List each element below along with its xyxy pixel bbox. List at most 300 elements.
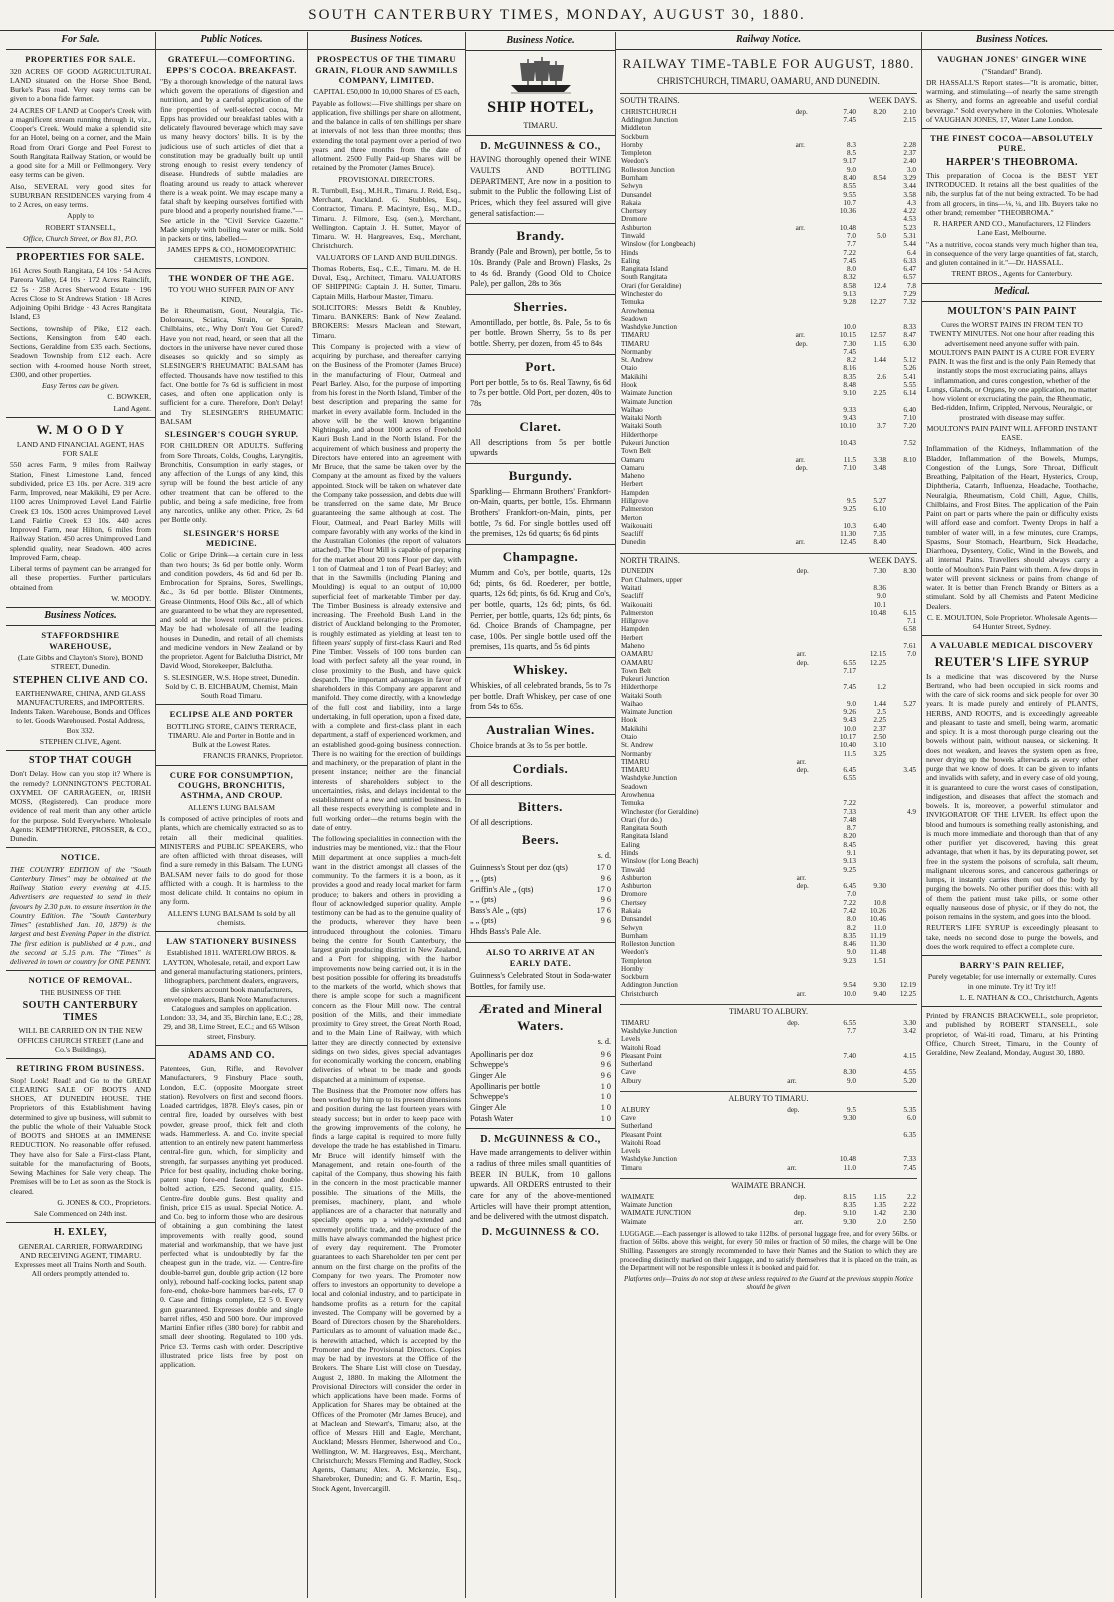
train-time: [887, 447, 917, 455]
section-text: Mumm and Co's, per bottle, quarts, 12s 6d; pints, 6s 6d. Roederer, per bottle, quarts, 12s 6d; pints, 6s 6d. Krug and Co's, per bottle, quarts, 12s 6d; pints, 6s 6d. Perrier, per bottle, quarts, 12s 6d; pints, 6s 6d. Choice Brands of Champagne, per case, 100s. Per single bottle used off the premises, 11s quarts, and 5s 6d pints: [470, 567, 611, 652]
ad-title: W. M O O D Y: [36, 421, 125, 437]
train-time: [857, 1139, 887, 1147]
train-time: 6.10: [873, 505, 886, 514]
ad-text: GENERAL CARRIER, FORWARDING AND RECEIVING AGENT, TIMARU. Expresses meet all Trains North and South. All orders promptly attended to.: [14, 1241, 147, 1279]
item-name: Potash Water: [470, 1113, 514, 1123]
timetable-row: [620, 530, 917, 538]
timetable-row: [620, 1218, 917, 1226]
arr-dep: [796, 774, 827, 782]
arr-dep: [795, 257, 827, 265]
train-time: [887, 849, 917, 857]
column-heading: Business Notice.: [466, 32, 615, 51]
divider: [156, 931, 307, 932]
item-name: Ginger Ale: [470, 1070, 507, 1080]
train-time: [887, 497, 917, 505]
timetable-row: [620, 1114, 917, 1122]
timetable-row: [620, 882, 917, 890]
station-name: Selwyn: [621, 182, 643, 191]
train-time: 7.7: [847, 240, 856, 249]
train-time: [857, 323, 887, 331]
train-time: 7.30: [873, 567, 886, 576]
section-heading: Ærated and Mineral Waters.: [478, 1001, 603, 1034]
train-time: 6.58: [903, 625, 916, 634]
station-name: Hampden: [621, 625, 649, 634]
train-time: [857, 799, 887, 807]
section-heading: Champagne.: [502, 549, 579, 564]
train-time: [857, 791, 887, 799]
ad-text: This preparation of Cocoa is the BEST YET INTRODUCED. It retains all the best qualities of the nib, the surplus fat of the nut being extracted. To be had from all grocers, in tins—⅛, ¼, and 1lb. Buyers take no other brand; remember "THEOBROMA.": [926, 170, 1098, 217]
arr-dep: dep.: [796, 567, 809, 576]
arr-dep: [796, 708, 827, 716]
train-time: [827, 783, 857, 791]
divider: [466, 794, 615, 795]
arr-dep: [796, 700, 827, 708]
station-name: OAMARU: [621, 658, 653, 667]
train-time: [827, 650, 857, 658]
train-time: 9.0: [847, 1076, 856, 1085]
train-time: 7.48: [843, 815, 856, 824]
item-price: 9 6: [600, 916, 611, 926]
train-time: 2.0: [877, 1217, 886, 1226]
timetable-row: [620, 489, 917, 497]
train-time: [857, 692, 887, 700]
train-time: [857, 1035, 887, 1043]
train-time: [857, 758, 887, 766]
arr-dep: [796, 866, 827, 874]
timetable-row: [620, 224, 917, 232]
arr-dep: [796, 973, 827, 981]
hotel-owner: D. McGUINNESS & CO.,: [480, 141, 601, 153]
station-name: Herbert: [621, 633, 643, 642]
train-time: [827, 133, 857, 141]
station-name: Dunsandel: [621, 190, 652, 199]
train-time: 9.25: [843, 865, 856, 874]
column-heading: Business Notices.: [308, 32, 465, 50]
train-time: 10.43: [839, 439, 856, 448]
station-name: Hilderthorpe: [621, 683, 658, 692]
station-name: Sockburn: [621, 132, 649, 141]
timetable-row: [620, 667, 917, 675]
arr-dep: [795, 298, 827, 306]
station-name: TIMARU: [621, 757, 650, 766]
timetable-row: [620, 199, 917, 207]
train-time: [857, 1147, 887, 1155]
arr-dep: [786, 1035, 827, 1043]
timetable-row: [620, 456, 917, 464]
arr-dep: [786, 1122, 827, 1130]
item-name: Schweppe's: [470, 1060, 509, 1070]
train-time: 8.35: [843, 372, 856, 381]
train-time: 9.10: [843, 1209, 856, 1218]
train-time: 1.2: [877, 683, 886, 692]
ad-text: The Business that the Promoter now offers has been worked by him up to its present dimensions and position during the last fourteen years with steady success; but in order to keep pace with the growing improvements of the colony, he finds a large capital is required to more fully develope the trade he has established in Timaru. Mr Bruce will identify himself with the Management, and retain one-fourth of the capital of the Company, thus showing his faith in the concern in the most practicable manner possible. The situations of the Mills, the premises, machinery, plant, and whole appliances are of a character that naturally and specially opens up a widely-extended and extremely prolific trade, and the produce of the mills have always commanded the highest price of every day requirement. The Promoter guarantees to each Shareholder ten per cent per annum on the first charge on the profits of the Company for two years. The Promoter now offers to investors an opportunity to develope a local and colonial industry, and to participate in handsome profits as a return for the capital invested. The Company will be governed by a Board of Directors chosen by the Shareholders. Particulars as to amount of valuation made &c., is herewith attached, which is accepted by the Promoter and the Provisional Directors. Copies may be had by investors at the Office of the Brokers. The Share List will close on Tuesday, August 2, 1880. In making the Allotment the Provisional Directors will consider the order in which applications have been made. Forms of Application for Shares may be obtained at the Offices of the Promoter (Mr James Bruce), and at Maclean and Stewart's, Timaru; also, at the office of Messrs Hill and Eagle, Merchant, Auckland; Messrs Henmer, Isherwood and Co., Wellington, W. M. Hargreaves, Esq., Merchant, Christchurch; Messrs Fleming and Radley, Stock Agents, Oamaru; Alex. A. Mckenzie, Esq., Sharebroker, Dunedin; and G. F. Martin, Esq., Stock Agent, Invercargill.: [312, 1085, 461, 1493]
train-time: [857, 808, 887, 816]
train-time: [827, 472, 857, 480]
columns: [6, 32, 1108, 1598]
train-time: [827, 431, 857, 439]
section-heading: Port.: [525, 358, 556, 374]
station-name: Waikouaiti: [621, 521, 653, 530]
ad-title: NOTICE.: [60, 852, 101, 863]
arr-dep: [796, 924, 827, 932]
divider: [922, 955, 1102, 956]
train-time: 7.45: [843, 116, 856, 125]
train-time: [857, 1019, 887, 1027]
train-time: 9.43: [843, 414, 856, 423]
ad-text: Is composed of active principles of roots and plants, which are chemically extracted so as to retain all their medicinal qualities. MINISTERS and PUBLIC SPEAKERS, who are often afflicted with throat diseases, will find a sure remedy in this Balsam. The LUNG BALSAM never fails to do good for those afflicted with a cough. It is harmless to the most delicate child. It contains no opium in any form.: [160, 814, 303, 907]
train-time: 7.10: [843, 463, 856, 472]
arr-dep: [795, 273, 827, 281]
train-time: 12.25: [899, 989, 916, 998]
timetable-row: [620, 290, 917, 298]
station-name: Waikouaiti: [621, 600, 653, 609]
column-heading: Medical.: [922, 283, 1102, 302]
train-time: [857, 1027, 887, 1035]
train-time: 8.45: [843, 840, 856, 849]
station-name: Washdyke Junction: [621, 774, 677, 783]
train-time: 3.38: [873, 455, 886, 464]
train-time: 9.55: [843, 190, 856, 199]
timetable-row: [620, 1164, 917, 1172]
arr-dep: arr.: [793, 1217, 804, 1226]
arr-dep: arr.: [795, 223, 805, 232]
item-price: 9 6: [600, 1049, 611, 1059]
train-time: [887, 133, 917, 141]
divider: [156, 268, 307, 269]
station-name: Christchurch: [621, 989, 659, 998]
station-name: Merton: [621, 513, 643, 522]
train-time: [857, 249, 887, 257]
train-time: 11.48: [870, 948, 886, 957]
ad-subtitle: (Late Gibbs and Clayton's Store), BOND STREET, Dunedin.: [18, 653, 143, 672]
arr-dep: [795, 232, 827, 240]
train-time: 2.10: [903, 107, 916, 116]
arr-dep: [795, 348, 827, 356]
train-time: [857, 890, 887, 898]
train-time: [887, 857, 917, 865]
timetable-row: [620, 149, 917, 157]
train-time: [827, 584, 857, 592]
train-time: 12.57: [869, 331, 886, 340]
timetable-row: [620, 924, 917, 932]
train-time: [857, 166, 887, 174]
station-name: Rangitata Island: [621, 265, 668, 274]
station-name: Dromore: [621, 215, 647, 224]
timetable-row: [620, 981, 917, 989]
station-name: Hinds: [621, 248, 639, 257]
divider: [156, 1045, 307, 1046]
train-time: [827, 973, 857, 981]
timetable-row: [620, 215, 917, 223]
arr-dep: [786, 1044, 827, 1052]
ad-title: GRATEFUL—COMFORTING. EPPS'S COCOA. BREAKFAST.: [166, 54, 297, 75]
station-name: Washdyke Junction: [621, 323, 677, 332]
station-name: Seacliff: [621, 592, 644, 601]
timetable-subtitle: CHRISTCHURCH, TIMARU, OAMARU, AND DUNEDIN.: [657, 76, 880, 87]
item-price: 1 0: [600, 1092, 611, 1102]
train-time: [827, 1147, 857, 1155]
train-time: 10.8: [873, 898, 886, 907]
ad-subtitle: PROVISIONAL DIRECTORS.: [338, 174, 435, 184]
train-time: 5.26: [903, 364, 916, 373]
arr-dep: [795, 307, 827, 315]
train-time: 7.7: [847, 1027, 856, 1036]
timetable-row: [620, 874, 917, 882]
train-time: 2.25: [873, 716, 886, 725]
timetable-row: [620, 439, 917, 447]
arr-dep: [795, 290, 827, 298]
train-time: [857, 1077, 887, 1085]
station-name: Waimate Junction: [621, 397, 673, 406]
train-time: [857, 774, 887, 782]
train-time: 3.42: [903, 1027, 916, 1036]
train-time: 6.15: [903, 608, 916, 617]
arr-dep: [795, 265, 827, 273]
station-name: Waimate Junction: [621, 1201, 673, 1210]
timetable-row: [620, 381, 917, 389]
train-time: 8.16: [843, 364, 856, 373]
arr-dep: arr.: [796, 650, 807, 659]
arr-dep: [796, 592, 827, 600]
train-time: 2.5: [877, 708, 886, 717]
timetable-row: [620, 1209, 917, 1217]
albury-timaru-heading: ALBURY TO TIMARU.: [728, 1094, 809, 1104]
train-time: 9.54: [843, 981, 856, 990]
train-time: [857, 857, 887, 865]
arr-dep: [795, 439, 827, 447]
ad-title: RETIRING FROM BUSINESS.: [16, 1063, 145, 1074]
ad-title: THE FINEST COCOA—ABSOLUTELY PURE.: [930, 133, 1094, 154]
timaru-albury-heading: TIMARU TO ALBURY.: [729, 1007, 808, 1017]
timetable-row: [620, 808, 917, 816]
station-name: Ealing: [621, 840, 640, 849]
train-time: 9.33: [843, 405, 856, 414]
train-time: [827, 1122, 857, 1130]
arr-dep: dep.: [787, 1105, 800, 1114]
train-time: [827, 675, 857, 683]
train-time: [857, 1106, 887, 1114]
train-time: [887, 708, 917, 716]
section-heading: Australian Wines.: [486, 722, 595, 737]
divider: [466, 717, 615, 718]
station-name: Herbert: [621, 480, 643, 489]
station-name: Templeton: [621, 956, 652, 965]
timaru-albury-table: [620, 1019, 917, 1085]
arr-dep: [795, 364, 827, 372]
train-time: [887, 1147, 917, 1155]
train-time: [857, 642, 887, 650]
train-time: [827, 791, 857, 799]
train-time: 10.0: [843, 323, 856, 332]
train-time: 1.44: [873, 356, 886, 365]
train-time: 10.48: [869, 608, 886, 617]
train-time: 3.25: [873, 749, 886, 758]
divider: [466, 294, 615, 295]
station-name: Ealing: [621, 256, 640, 265]
train-time: [887, 584, 917, 592]
ad-name: ROBERT STANSELL,: [45, 222, 116, 232]
train-time: 7.10: [903, 414, 916, 423]
station-name: DUNEDIN: [621, 567, 654, 576]
ad-title: PROPERTIES FOR SALE.: [25, 54, 136, 65]
station-name: Levels: [621, 1147, 641, 1156]
station-name: TIMARU: [621, 766, 650, 775]
train-time: [857, 965, 887, 973]
arr-dep: [796, 981, 827, 989]
ad-title: PROSPECTUS OF THE TIMARU GRAIN, FLOUR AND SAWMILLS COMPANY, LIMITED.: [315, 54, 458, 85]
train-time: 7.61: [903, 641, 916, 650]
train-time: [887, 522, 917, 530]
timetable-row: [620, 133, 917, 141]
arr-dep: arr.: [795, 455, 805, 464]
timetable-row: [620, 675, 917, 683]
train-time: 10.40: [839, 741, 856, 750]
station-name: Pukeuri Junction: [621, 675, 670, 684]
arr-dep: arr.: [795, 538, 805, 547]
hotel-signature: D. McGUINNESS & CO.: [481, 1226, 600, 1238]
station-name: Palmerston: [621, 608, 654, 617]
arr-dep: arr.: [787, 1076, 797, 1085]
station-name: Hornby: [621, 140, 643, 149]
train-time: [857, 1052, 887, 1060]
train-time: 8.32: [843, 273, 856, 282]
station-name: Winslow (for Long Beach): [621, 857, 699, 866]
price-row: [470, 863, 611, 874]
train-time: 6.35: [903, 1130, 916, 1139]
column-heading: Business Notices.: [922, 32, 1102, 50]
price-row: [470, 1092, 611, 1103]
train-time: [887, 932, 917, 940]
train-time: [827, 567, 857, 575]
north-trains-table: [620, 567, 917, 998]
section-text: Choice brands at 3s to 5s per bottle.: [470, 740, 588, 750]
timetable-row: [620, 373, 917, 381]
train-time: 8.54: [873, 174, 886, 183]
station-name: Normanby: [621, 347, 652, 356]
train-time: [827, 1044, 857, 1052]
train-time: [887, 741, 917, 749]
train-time: [827, 617, 857, 625]
item-price: 17 0: [596, 884, 611, 894]
timetable-row: [620, 273, 917, 281]
station-name: Maheno: [621, 472, 645, 481]
ad-subtitle: TO YOU WHO SUFFER PAIN OF ANY KIND,: [168, 285, 295, 304]
ad-text: "By a thorough knowledge of the natural laws which govern the operations of digestion and nutrition, and by a careful application of the fine properties of well-selected cocoa, Mr Epps has provided our breakfast tables with a delicately flavoured beverage which may save us many heavy doctors' bills. It is by the judicious use of such articles of diet that a constitution may be gradually built up until strong enough to resist every tendency of disease. Hundreds of subtle maladies are floating around us ready to attack wherever there is a weak point. We may escape many a fatal shaft by keeping ourselves fortified with pure blood and a properly nourished frame."—See article in the "Civil Service Gazette." Made simply with boiling water or milk. Sold in packets or tins, labelled—: [160, 76, 303, 244]
train-time: [827, 592, 857, 600]
arr-dep: [796, 667, 827, 675]
item-name: „ „ (pts): [470, 895, 497, 905]
ad-signature: L. E. NATHAN & CO., Christchurch, Agents: [959, 992, 1098, 1002]
timetable-row: [620, 1077, 917, 1085]
divider: [466, 354, 615, 355]
train-time: [887, 538, 917, 546]
ad-title: SLESINGER'S COUGH SYRUP.: [164, 429, 299, 440]
train-time: [887, 124, 917, 132]
item-name: Ginger Ale: [470, 1102, 507, 1112]
arr-dep: [795, 489, 827, 497]
timetable-row: [620, 617, 917, 625]
train-time: [857, 1068, 887, 1076]
ad-text: Be it Rheumatism, Gout, Neuralgia, Tic-Doloreaux, Sciatica, Strain, or Sprain, Chilblains, etc., Why Don't You Get Cured? Have you not read, heard, or seen that all the doctors in the universe have never cured those diseases so quickly and so simply as SLESINGER'S RHEUMATIC BALSAM has effected. Thousands have now testified to this fact. One bottle for 7s 6d is sufficient in most cases, and often one application only is sufficient for a cure. Therefore, Don't Delay! and Try SLESINGER'S RHEUMATIC BALSAM: [160, 305, 303, 426]
train-time: [857, 257, 887, 265]
station-name: Addington Junction: [621, 116, 678, 125]
station-name: Seadown: [621, 782, 648, 791]
train-time: 1.44: [873, 699, 886, 708]
station-name: Winslow (for Longbeach): [621, 240, 696, 249]
ad-signature: STEPHEN CLIVE, Agent.: [39, 736, 122, 746]
arr-dep: [795, 431, 827, 439]
train-time: 5.12: [903, 356, 916, 365]
train-time: 6.55: [843, 658, 856, 667]
divider: [156, 704, 307, 705]
ad-text: "As a nutritive, cocoa stands very much higher than tea, in consequence of the very large quantities of fat, starch, and gluten contained in it."—Dr. HASSALL.: [926, 239, 1098, 268]
train-time: [887, 874, 917, 882]
printer-imprint: Printed by FRANCIS BRACKWELL, sole proprietor, and published by ROBERT STANSELL, sole proprietor, of Wai-iti road, Timaru, at his Printing Office, Church Street, Timaru, in the County of Geraldine, New Zealand, Monday, August 30, 1880.: [926, 1011, 1098, 1058]
arr-dep: [796, 675, 827, 683]
price-row: [470, 885, 611, 896]
train-time: [857, 675, 887, 683]
item-price: 1 0: [600, 1113, 611, 1123]
station-name: Levels: [621, 1035, 641, 1044]
ad-title: VAUGHAN JONES' GINGER WINE: [937, 54, 1087, 65]
train-time: 1.15: [873, 1192, 886, 1201]
train-time: [827, 874, 857, 882]
albury-timaru-table: [620, 1106, 917, 1172]
train-time: [827, 447, 857, 455]
train-time: [857, 832, 887, 840]
train-time: 7.35: [873, 530, 886, 539]
divider: [466, 1128, 615, 1129]
station-name: Sutherland: [621, 1122, 653, 1131]
train-time: 9.28: [843, 298, 856, 307]
train-time: 9.30: [843, 1114, 856, 1123]
train-time: 10.15: [839, 331, 856, 340]
train-time: 4.3: [907, 198, 916, 207]
train-time: 8.30: [903, 567, 916, 576]
timetable-row: [620, 1044, 917, 1052]
timetable-row: [620, 899, 917, 907]
divider: [466, 414, 615, 415]
timetable-row: [620, 592, 917, 600]
timetable-row: [620, 257, 917, 265]
timetable-row: [620, 514, 917, 522]
section-text: Whiskies, of all celebrated brands, 5s to 7s per bottle. Draft Whiskey, per case of one from 54s to 65s.: [470, 681, 611, 712]
station-name: Dunsandel: [621, 915, 652, 924]
timetable-row: [620, 791, 917, 799]
train-time: [887, 799, 917, 807]
divider: [6, 750, 155, 751]
train-time: 5.35: [903, 1105, 916, 1114]
divider: [922, 635, 1102, 636]
train-time: 3.45: [903, 766, 916, 775]
arr-dep: [786, 1139, 827, 1147]
train-time: 2.37: [873, 724, 886, 733]
station-name: Hillgrove: [621, 617, 649, 626]
divider: [466, 756, 615, 757]
train-time: [827, 1035, 857, 1043]
divider: [6, 847, 155, 848]
ad-subtitle: MOULTON'S PAIN PAINT WILL AFFORD INSTANT EASE.: [926, 423, 1098, 443]
arr-dep: dep.: [796, 882, 809, 891]
timetable-row: [620, 1139, 917, 1147]
train-time: 6.4: [907, 248, 916, 257]
station-name: Waitati: [621, 583, 642, 592]
train-time: 6.55: [843, 774, 856, 783]
arr-dep: [786, 1131, 827, 1139]
station-name: Sutherland: [621, 1060, 653, 1069]
timetable-row: [620, 108, 917, 116]
timetable-title: RAILWAY TIME-TABLE FOR AUGUST, 1880.: [622, 56, 915, 72]
